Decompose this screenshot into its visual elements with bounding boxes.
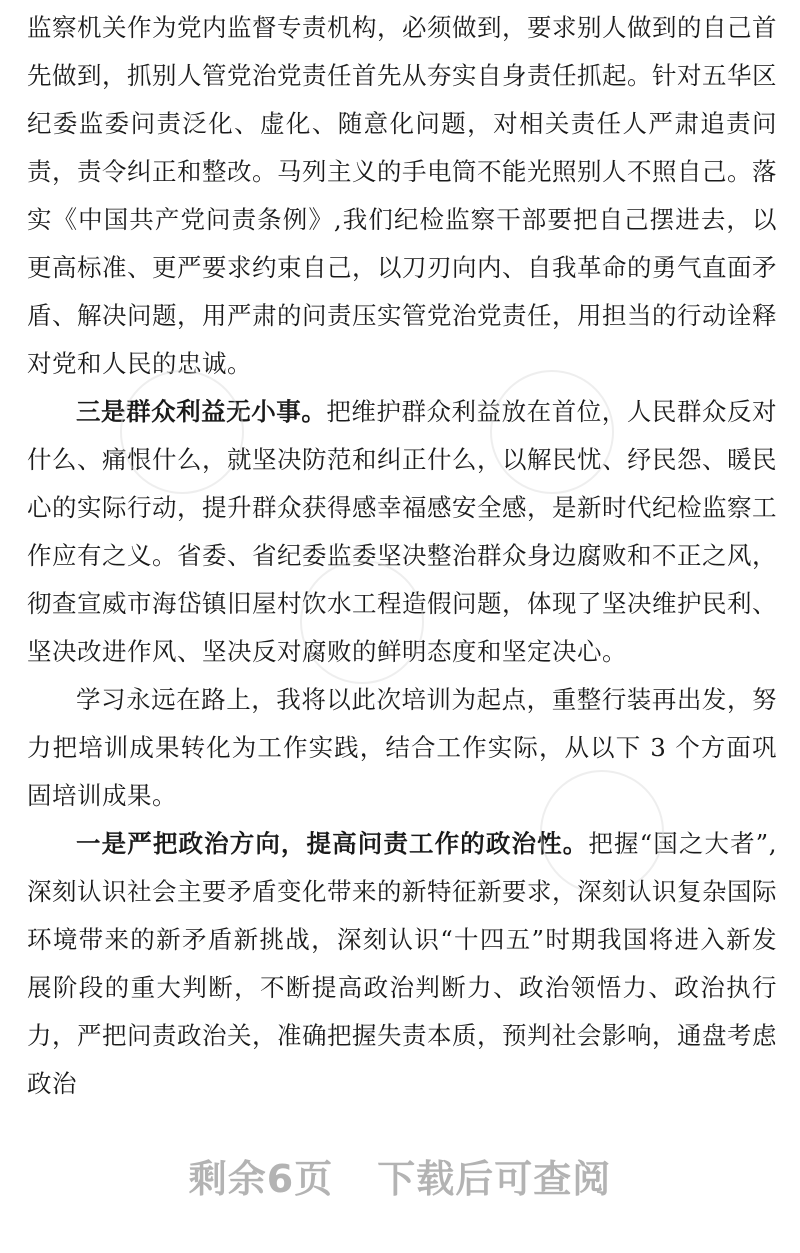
- paragraph-2-lead: 三是群众利益无小事。: [76, 397, 327, 426]
- paragraph-4-lead: 一是严把政治方向，提高问责工作的政治性。: [76, 829, 589, 858]
- paragraph-1: [27, 4, 777, 388]
- paragraph-1-text: 监察机关作为党内监督专责机构，必须做到，要求别人做到的自己首先做到，抓别人管党治党责任首先从夯实自身责任抓起。针对五华区纪委监委问责泛化、虚化、随意化问题，对相关责任人严肃追责问责，责令纠正和整改。马列主义的手电筒不能光照别人不照自己。落实《中国共产党问责条例》,我们纪检监察干部要把自己摆进去，以更高标准、更严要求约束自己，以刀刃向内、自我革命的勇气直面矛盾、解决问题，用严肃的问责压实管党治党责任，用担当的行动诠释对党和人民的忠诚。: [27, 13, 777, 378]
- paragraph-4-text: 把握“国之大者”,深刻认识社会主要矛盾变化带来的新特征新要求，深刻认识复杂国际环境带来的新矛盾新挑战，深刻认识“十四五”时期我国将进入新发展阶段的重大判断，不断提高政治判断力、政治领悟力、政治执行力，严把问责政治关，准确把握失责本质，预判社会影响，通盘考虑政治: [27, 829, 777, 1098]
- paragraph-2-text: 把维护群众利益放在首位，人民群众反对什么、痛恨什么，就坚决防范和纠正什么，以解民忧、纾民怨、暖民心的实际行动，提升群众获得感幸福感安全感，是新时代纪检监察工作应有之义。省委、省纪委监委坚决整治群众身边腐败和不正之风，彻查宣威市海岱镇旧屋村饮水工程造假问题，体现了坚决维护民利、坚决改进作风、坚决反对腐败的鲜明态度和坚定决心。: [27, 397, 778, 666]
- paragraph-3-text: 学习永远在路上，我将以此次培训为起点，重整行装再出发，努力把培训成果转化为工作实践，结合工作实际，从以下 3 个方面巩固培训成果。: [27, 685, 777, 810]
- paragraph-3: [27, 676, 777, 820]
- download-to-view-label: 下载后可查阅: [377, 1157, 612, 1201]
- paragraph-4: [27, 820, 777, 1108]
- remaining-pages-label: 剩余6页: [188, 1157, 334, 1201]
- paragraph-2: [27, 388, 777, 676]
- document-body: [27, 0, 777, 1108]
- download-prompt-banner[interactable]: [0, 1148, 800, 1203]
